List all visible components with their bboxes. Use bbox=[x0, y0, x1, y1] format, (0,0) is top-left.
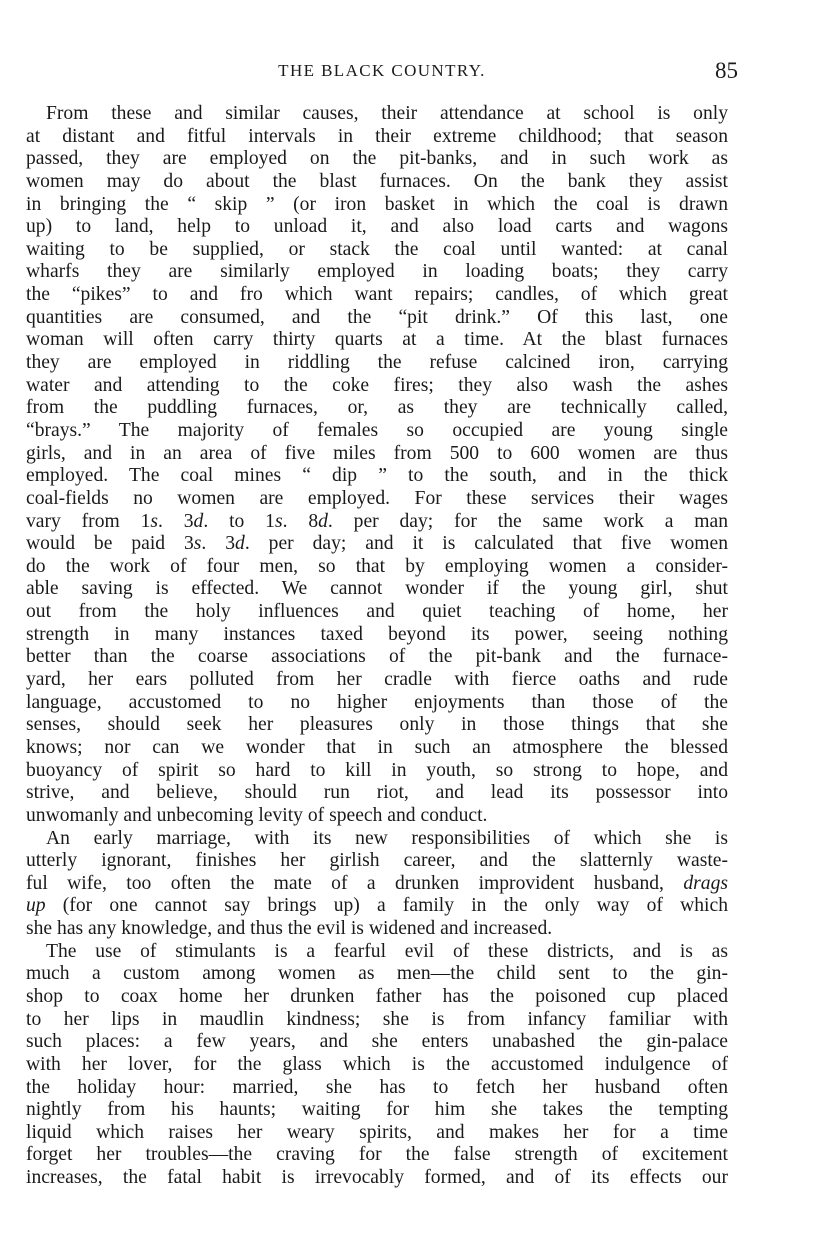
text-line: quantities are consumed, and the “pit drink.” Of this last, one bbox=[26, 306, 728, 328]
text-line: nightly from his haunts; waiting for him she takes the tempting bbox=[26, 1099, 728, 1121]
text-line: yard, her ears polluted from her cradle with fierce oaths and rude bbox=[26, 669, 728, 691]
text-line: The use of stimulants is a fearful evil of these districts, and is as bbox=[46, 940, 728, 962]
text-line: employed. The coal mines “ dip ” to the south, and in the thick bbox=[26, 465, 728, 487]
text-line: water and attending to the coke fires; they also wash the ashes bbox=[26, 374, 728, 396]
text-line: much a custom among women as men—the child sent to the gin- bbox=[26, 963, 728, 985]
text-line: up) to land, help to unload it, and also load carts and wagons bbox=[26, 216, 728, 238]
text-line: at distant and fitful intervals in their extreme childhood; that season bbox=[26, 125, 728, 147]
text-line: forget her troubles—the craving for the false strength of excitement bbox=[26, 1144, 728, 1166]
text-line: strength in many instances taxed beyond its power, seeing nothing bbox=[26, 623, 728, 645]
text-line: better than the coarse associations of the pit-bank and the furnace- bbox=[26, 646, 728, 668]
text-line: coal-fields no women are employed. For these services their wages bbox=[26, 487, 728, 509]
running-header bbox=[26, 58, 738, 86]
text-line: woman will often carry thirty quarts at a time. At the blast furnaces bbox=[26, 329, 728, 351]
text-line: unwomanly and unbecoming levity of speech and conduct. bbox=[26, 804, 488, 826]
text-line: wharfs they are similarly employed in loading boats; they carry bbox=[26, 261, 728, 283]
text-line: to her lips in maudlin kindness; she is from infancy familiar with bbox=[26, 1008, 728, 1030]
text-line: they are employed in riddling the refuse calcined iron, carrying bbox=[26, 352, 728, 374]
text-line: liquid which raises her weary spirits, and makes her for a time bbox=[26, 1121, 728, 1143]
text-line: passed, they are employed on the pit-banks, and in such work as bbox=[26, 148, 728, 170]
text-line: able saving is effected. We cannot wonder if the young girl, shut bbox=[26, 578, 728, 600]
text-line: “brays.” The majority of females so occupied are young single bbox=[26, 419, 728, 441]
text-line: the holiday hour: married, she has to fetch her husband often bbox=[26, 1076, 728, 1098]
page-number: 85 bbox=[715, 58, 738, 83]
text-line: the “pikes” to and fro which want repairs; candles, of which great bbox=[26, 284, 728, 306]
text-line: do the work of four men, so that by employing women a consider- bbox=[26, 555, 728, 577]
text-line: utterly ignorant, finishes her girlish career, and the slatternly waste- bbox=[26, 850, 728, 872]
text-line: would be paid 3s. 3d. per day; and it is calculated that five women bbox=[26, 533, 728, 555]
text-line: shop to coax home her drunken father has the poisoned cup placed bbox=[26, 985, 728, 1007]
text-line: with her lover, for the glass which is the accustomed indulgence of bbox=[26, 1053, 728, 1075]
text-line: ful wife, too often the mate of a drunken improvident husband, drags bbox=[26, 872, 728, 894]
text-line: strive, and believe, should run riot, and lead its possessor into bbox=[26, 782, 728, 804]
text-line: women may do about the blast furnaces. On the bank they assist bbox=[26, 170, 728, 192]
text-line: buoyancy of spirit so hard to kill in youth, so strong to hope, and bbox=[26, 759, 728, 781]
text-line: girls, and in an area of five miles from 500 to 600 women are thus bbox=[26, 442, 728, 464]
running-title: THE BLACK COUNTRY. bbox=[278, 61, 486, 80]
text-line: senses, should seek her pleasures only in those things that she bbox=[26, 714, 728, 736]
text-line: language, accustomed to no higher enjoyments than those of the bbox=[26, 691, 728, 713]
text-line: such places: a few years, and she enters unabashed the gin-palace bbox=[26, 1031, 728, 1053]
text-line: from the puddling furnaces, or, as they are technically called, bbox=[26, 397, 728, 419]
text-line: she has any knowledge, and thus the evil is widened and increased. bbox=[26, 918, 553, 940]
text-line: knows; nor can we wonder that in such an atmosphere the blessed bbox=[26, 736, 728, 758]
text-line: increases, the fatal habit is irrevocably formed, and of its effects our bbox=[26, 1167, 728, 1189]
text-line: out from the holy influences and quiet teaching of home, her bbox=[26, 601, 728, 623]
text-line: An early marriage, with its new responsibilities of which she is bbox=[46, 827, 728, 849]
body-text bbox=[26, 103, 728, 1190]
text-line: waiting to be supplied, or stack the coal until wanted: at canal bbox=[26, 238, 728, 260]
text-line: From these and similar causes, their attendance at school is only bbox=[46, 103, 728, 124]
text-line: vary from 1s. 3d. to 1s. 8d. per day; for the same work a man bbox=[26, 510, 728, 532]
text-line: in bringing the “ skip ” (or iron basket in which the coal is drawn bbox=[26, 193, 728, 215]
text-line: up (for one cannot say brings up) a family in the only way of which bbox=[26, 895, 728, 917]
